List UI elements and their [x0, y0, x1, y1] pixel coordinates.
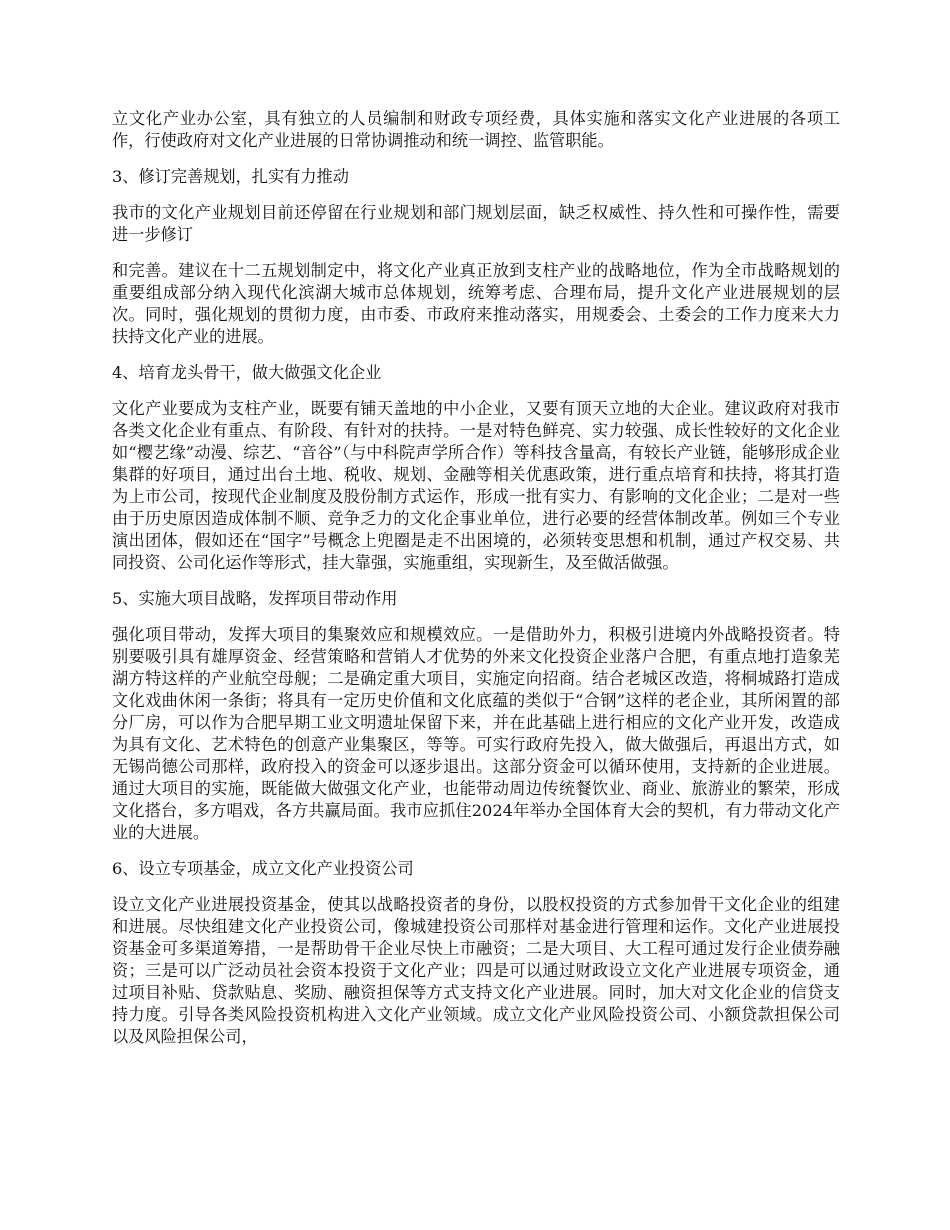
paragraph-planning-proposal: 和完善。建议在十二五规划制定中，将文化产业真正放到支柱产业的战略地位，作为全市战略规划的重要组成部分纳入现代化滨湖大城市总体规划，统筹考虑、合理布局，提升文化产业进展规划的层次。同时，强化规划的贯彻力度，由市委、市政府来推动落实，用规委会、土委会的工作力度来大力扶持文化产业的进展。	[112, 261, 840, 346]
paragraph-leading-enterprises: 文化产业要成为支柱产业，既要有铺天盖地的中小企业，又要有顶天立地的大企业。建议政府对我市各类文化企业有重点、有阶段、有针对的扶持。一是对特色鲜亮、实力较强、成长性较好的文化企业如“樱艺缘”动漫、综艺、“音谷”（与中科院声学所合作）等科技含量高，有较长产业链，能够形成企业集群的好项目，通过出台土地、税收、规划、金融等相关优惠政策，进行重点培育和扶持，将其打造为上市公司，按现代企业制度及股份制方式运作，形成一批有实力、有影响的文化企业；二是对一些由于历史原因造成体制不顺、竞争乏力的文化企事业单位，进行必要的经营体制改革。例如三个专业演出团体，假如还在“国字”号概念上兜圈是走不出困境的，必须转变思想和机制，通过产权交易、共同投资、公司化运作等形式，挂大靠强，实施重组，实现新生，及至做活做强。	[112, 399, 840, 572]
document-page	[112, 108, 840, 1062]
section-heading-5: 5、实施大项目战略，发挥项目带动作用	[112, 589, 398, 608]
section-heading-4: 4、培育龙头骨干，做大做强文化企业	[112, 363, 382, 382]
paragraph-planning-status: 我市的文化产业规划目前还停留在行业规划和部门规划层面，缺乏权威性、持久性和可操作性，需要进一步修订	[112, 203, 840, 244]
paragraph-major-projects: 强化项目带动，发挥大项目的集聚效应和规模效应。一是借助外力，积极引进境内外战略投资者。特别要吸引具有雄厚资金、经营策略和营销人才优势的外来文化投资企业落户合肥，有重点地打造象芜湖方特这样的产业航空母舰；二是确定重大项目，实施定向招商。结合老城区改造，将桐城路打造成文化戏曲休闲一条街；将具有一定历史价值和文化底蕴的类似于“合钢”这样的老企业，其所闲置的部分厂房，可以作为合肥早期工业文明遗址保留下来，并在此基础上进行相应的文化产业开发，改造成为具有文化、艺术特色的创意产业集聚区，等等。可实行政府先投入，做大做强后，再退出方式，如无锡尚德公司那样，政府投入的资金可以逐步退出。这部分资金可以循环使用，支持新的企业进展。通过大项目的实施，既能做大做强文化产业，也能带动周边传统餐饮业、商业、旅游业的繁荣，形成文化搭台，多方唱戏，各方共赢局面。我市应抓住2024年举办全国体育大会的契机，有力带动文化产业的大进展。	[112, 625, 840, 842]
paragraph-office-setup: 立文化产业办公室，具有独立的人员编制和财政专项经费，具体实施和落实文化产业进展的各项工作，行使政府对文化产业进展的日常协调推动和统一调控、监管职能。	[112, 109, 840, 150]
section-heading-3: 3、修订完善规划，扎实有力推动	[112, 167, 349, 186]
section-heading-6: 6、设立专项基金，成立文化产业投资公司	[112, 859, 414, 878]
paragraph-investment-fund: 设立文化产业进展投资基金，使其以战略投资者的身份，以股权投资的方式参加骨干文化企业的组建和进展。尽快组建文化产业投资公司，像城建投资公司那样对基金进行管理和运作。文化产业进展投资基金可多渠道筹措，一是帮助骨干企业尽快上市融资；二是大项目、大工程可通过发行企业债券融资；三是可以广泛动员社会资本投资于文化产业；四是可以通过财政设立文化产业进展专项资金，通过项目补贴、贷款贴息、奖励、融资担保等方式支持文化产业进展。同时，加大对文化企业的信贷支持力度。引导各类风险投资机构进入文化产业领域。成立文化产业风险投资公司、小额贷款担保公司以及风险担保公司，	[112, 895, 840, 1046]
